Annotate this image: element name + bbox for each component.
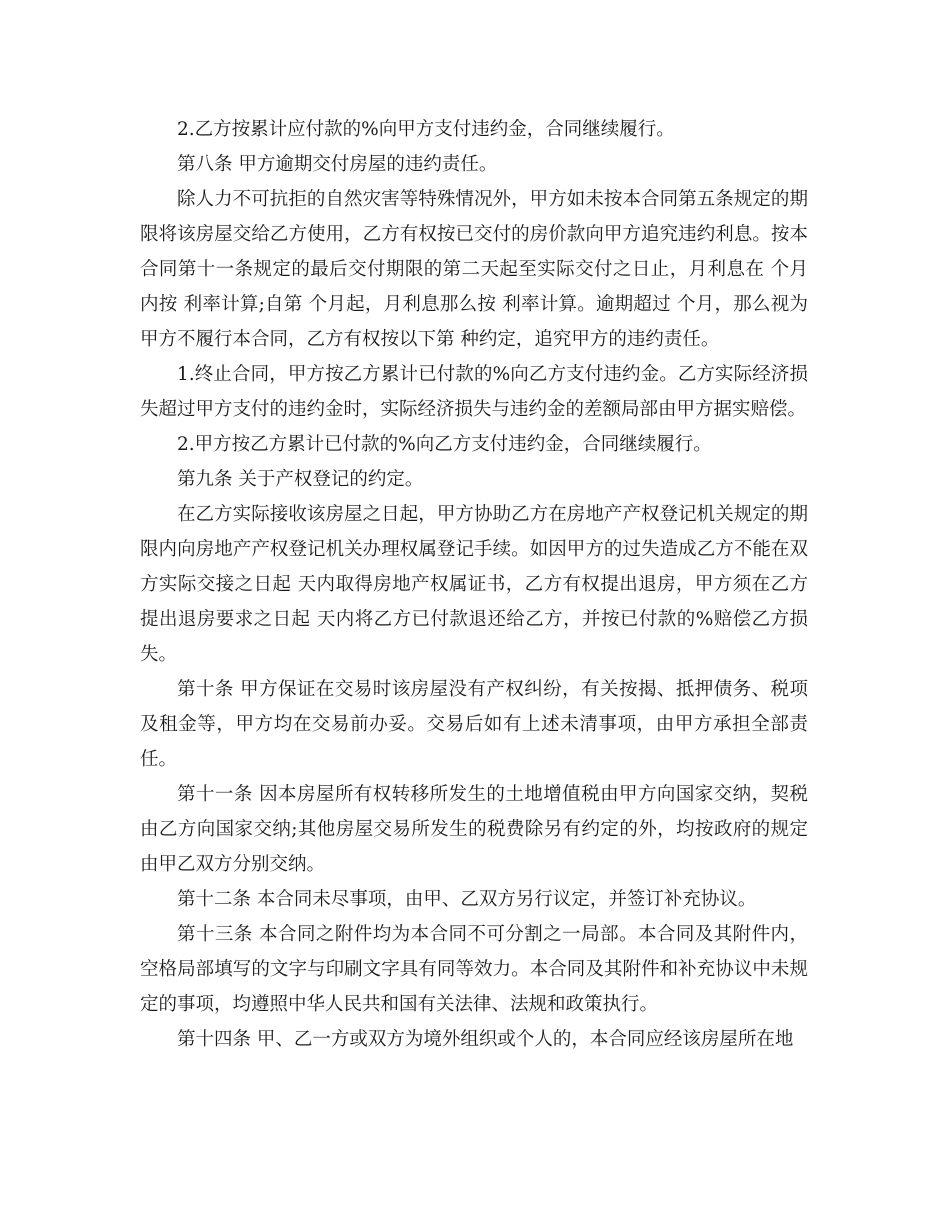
- contract-body: [140, 112, 808, 1057]
- article-14: 第十四条 甲、乙一方或双方为境外组织或个人的，本合同应经该房屋所在地: [177, 1029, 794, 1050]
- article-10: 第十条 甲方保证在交易时该房屋没有产权纠纷，有关按揭、抵押债务、税项及租金等，甲方均在交易前办妥。交易后如有上述未清事项，由甲方承担全部责任。: [140, 679, 808, 770]
- article-12: 第十二条 本合同未尽事项，由甲、乙双方另行议定，并签订补充协议。: [177, 889, 757, 910]
- article-8-body: 除人力不可抗拒的自然灾害等特殊情况外，甲方如未按本合同第五条规定的期限将该房屋交给乙方使用，乙方有权按已交付的房价款向甲方追究违约利息。按本合同第十一条规定的最后交付期限的第二天起至实际交付之日止，月利息在 个月内按 利率计算;自第 个月起，月利息那么按 利率计算。逾期超过 个月，那么视为甲方不履行本合同，乙方有权按以下第 种约定，追究甲方的违约责任。: [140, 189, 808, 350]
- article-8-item-1: 1.终止合同，甲方按乙方累计已付款的%向乙方支付违约金。乙方实际经济损失超过甲方支付的违约金时，实际经济损失与违约金的差额局部由甲方据实赔偿。: [140, 364, 808, 420]
- article-13: 第十三条 本合同之附件均为本合同不可分割之一局部。本合同及其附件内，空格局部填写的文字与印刷文字具有同等效力。本合同及其附件和补充协议中未规定的事项，均遵照中华人民共和国有关法律、法规和政策执行。: [140, 924, 808, 1015]
- clause-7-item-2: 2.乙方按累计应付款的%向甲方支付违约金，合同继续履行。: [177, 119, 675, 140]
- article-9-body: 在乙方实际接收该房屋之日起，甲方协助乙方在房地产产权登记机关规定的期限内向房地产产权登记机关办理权属登记手续。如因甲方的过失造成乙方不能在双方实际交接之日起 天内取得房地产权属证书，乙方有权提出退房，甲方须在乙方提出退房要求之日起 天内将乙方已付款退还给乙方，并按已付款的%赔偿乙方损失。: [140, 504, 808, 665]
- article-8-heading: 第八条 甲方逾期交付房屋的违约责任。: [177, 154, 498, 175]
- article-11: 第十一条 因本房屋所有权转移所发生的土地增值税由甲方向国家交纳，契税由乙方向国家交纳;其他房屋交易所发生的税费除另有约定的外，均按政府的规定由甲乙双方分别交纳。: [140, 784, 808, 875]
- article-9-heading: 第九条 关于产权登记的约定。: [177, 469, 424, 490]
- article-8-item-2: 2.甲方按乙方累计已付款的%向乙方支付违约金，合同继续履行。: [177, 434, 712, 455]
